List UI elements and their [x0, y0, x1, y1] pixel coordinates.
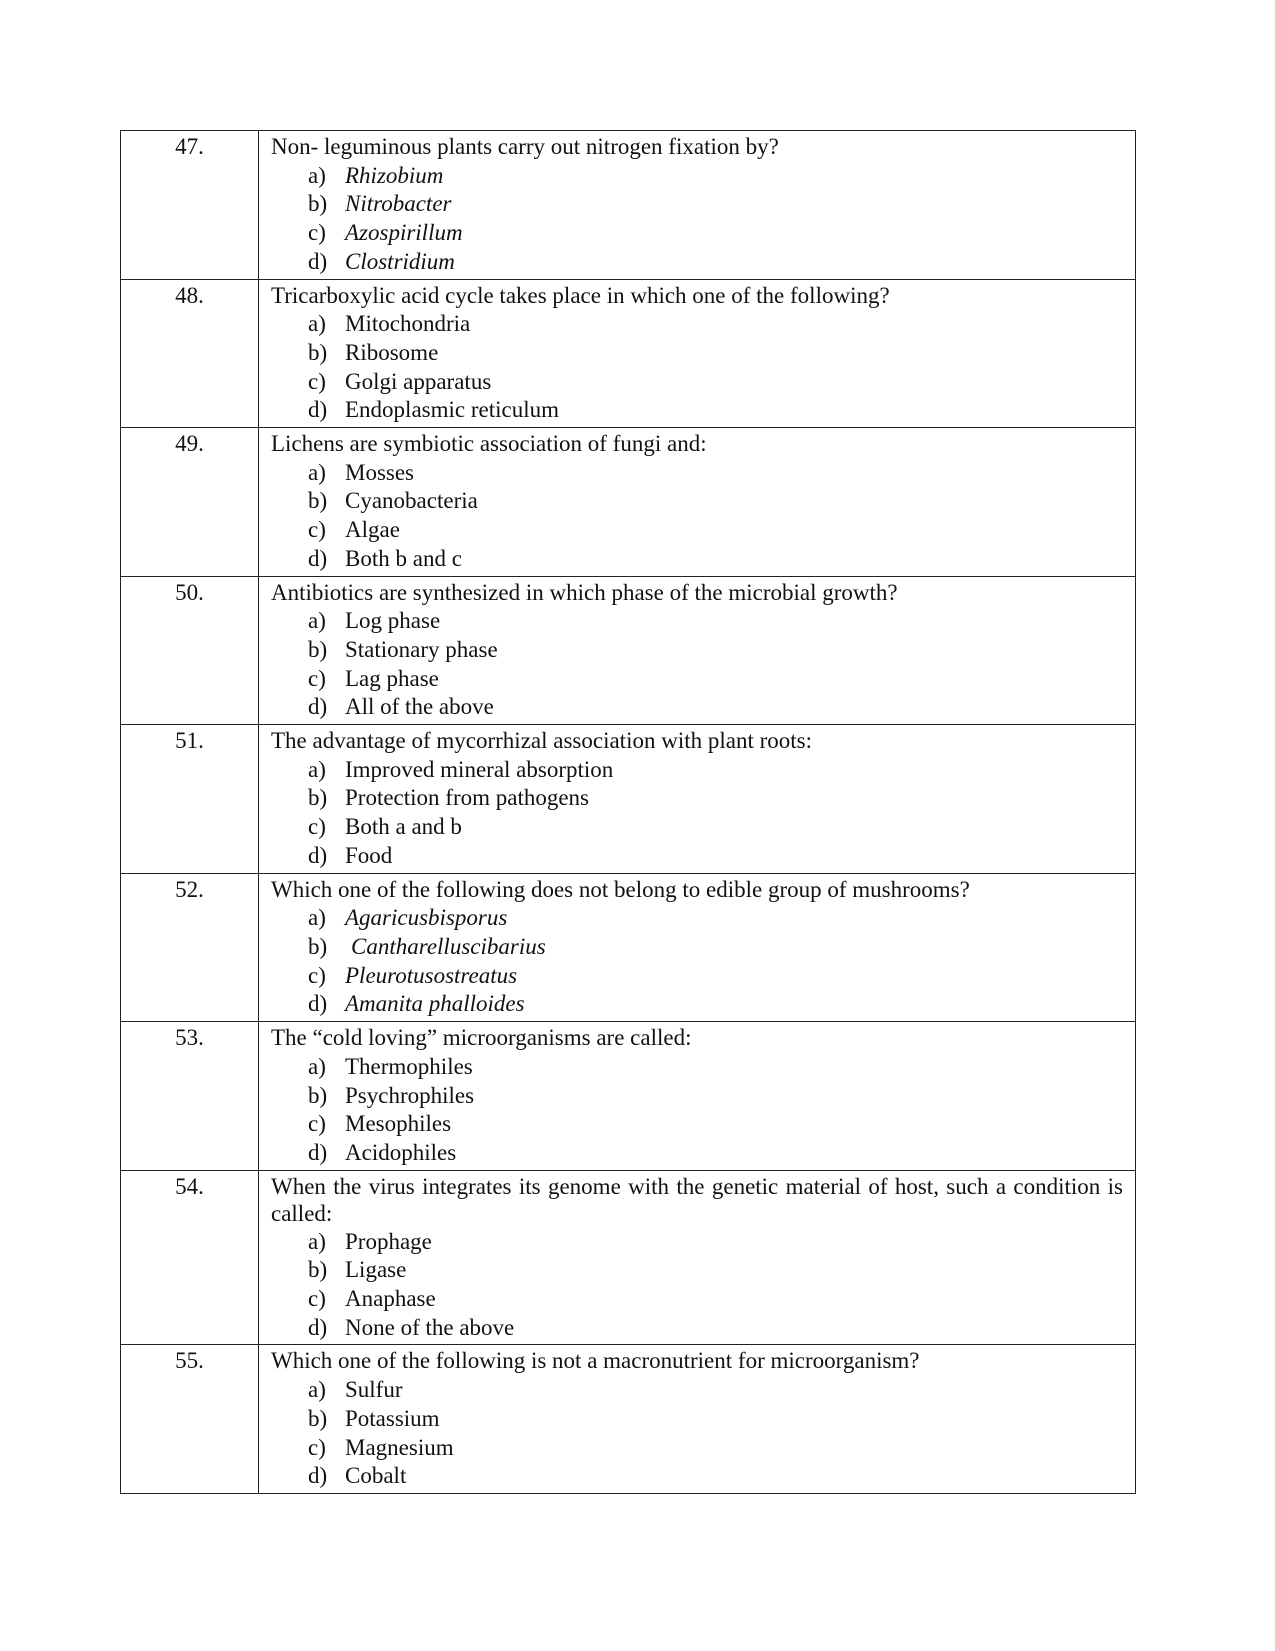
option-letter: d): [308, 397, 328, 423]
option-letter: a): [308, 1228, 326, 1254]
option-c: [259, 219, 1135, 248]
option-list: [259, 607, 1135, 724]
option-a: [259, 1376, 1135, 1405]
question-text: The advantage of mycorrhizal association with plant roots:: [271, 728, 812, 754]
option-letter: b): [308, 1257, 328, 1283]
question-text: Which one of the following does not belong to edible group of mushrooms?: [271, 876, 970, 902]
option-list: [259, 459, 1135, 576]
option-b: [259, 190, 1135, 219]
option-letter: c): [308, 368, 326, 394]
question-number: 48.: [121, 279, 259, 428]
question-number: 51.: [121, 725, 259, 874]
option-text: Improved mineral absorption: [345, 756, 614, 782]
option-b: [259, 1082, 1135, 1111]
option-letter: a): [308, 608, 326, 634]
question-text: Which one of the following is not a macronutrient for microorganism?: [271, 1348, 920, 1374]
option-a: [259, 310, 1135, 339]
option-letter: b): [308, 636, 328, 662]
question-row: [121, 873, 1136, 1022]
option-a: [259, 459, 1135, 488]
question-number: 55.: [121, 1345, 259, 1494]
question-table: [120, 130, 1136, 1494]
option-text: Mosses: [345, 459, 415, 485]
question-body: [259, 576, 1136, 725]
option-text: Endoplasmic reticulum: [345, 397, 559, 423]
option-c: [259, 368, 1135, 397]
option-text: Cyanobacteria: [345, 488, 478, 514]
option-text: Lag phase: [345, 665, 439, 691]
option-b: [259, 487, 1135, 516]
option-letter: c): [308, 220, 326, 246]
option-text: Potassium: [345, 1405, 440, 1431]
option-c: [259, 1110, 1135, 1139]
question-number: 53.: [121, 1022, 259, 1171]
option-list: [259, 1376, 1135, 1493]
option-d: [259, 842, 1135, 871]
option-letter: d): [308, 694, 328, 720]
option-letter: b): [308, 488, 328, 514]
option-text: Magnesium: [345, 1434, 454, 1460]
option-letter: a): [308, 905, 326, 931]
option-list: [259, 310, 1135, 427]
option-text: Ribosome: [345, 339, 439, 365]
option-text: Stationary phase: [345, 636, 498, 662]
option-d: [259, 1314, 1135, 1343]
option-letter: b): [308, 1082, 328, 1108]
option-text: Mesophiles: [345, 1111, 452, 1137]
option-list: [259, 756, 1135, 873]
option-text: Clostridium: [345, 248, 455, 274]
option-b: [259, 784, 1135, 813]
option-d: [259, 248, 1135, 277]
question-number: 52.: [121, 873, 259, 1022]
option-letter: d): [308, 991, 328, 1017]
question-body: [259, 1345, 1136, 1494]
question-number: 47.: [121, 131, 259, 280]
option-text: Amanita phalloides: [345, 991, 525, 1017]
option-c: [259, 1285, 1135, 1314]
question-number: 54.: [121, 1170, 259, 1345]
option-b: [259, 636, 1135, 665]
question-body: [259, 725, 1136, 874]
option-letter: d): [308, 842, 328, 868]
option-letter: a): [308, 162, 326, 188]
option-d: [259, 990, 1135, 1019]
option-letter: c): [308, 1286, 326, 1312]
option-b: [259, 339, 1135, 368]
question-row: [121, 725, 1136, 874]
option-letter: c): [308, 1111, 326, 1137]
option-letter: d): [308, 248, 328, 274]
option-text: Agaricusbisporus: [345, 905, 508, 931]
option-list: [259, 1228, 1135, 1345]
option-a: [259, 1228, 1135, 1257]
option-text: Both b and c: [345, 545, 462, 571]
option-list: [259, 162, 1135, 279]
option-letter: a): [308, 1053, 326, 1079]
option-text: Thermophiles: [345, 1053, 473, 1079]
question-body: [259, 279, 1136, 428]
option-letter: a): [308, 1377, 326, 1403]
option-c: [259, 516, 1135, 545]
question-row: [121, 131, 1136, 280]
option-text: Nitrobacter: [345, 191, 452, 217]
question-number: 50.: [121, 576, 259, 725]
question-body: [259, 1170, 1136, 1345]
option-letter: a): [308, 311, 326, 337]
option-text: Golgi apparatus: [345, 368, 492, 394]
question-text: When the virus integrates its genome with the genetic material of host, such a condition is called:: [271, 1173, 1123, 1227]
option-letter: b): [308, 933, 328, 959]
option-d: [259, 693, 1135, 722]
option-d: [259, 545, 1135, 574]
question-row: [121, 1022, 1136, 1171]
question-text: The “cold loving” microorganisms are called:: [271, 1025, 692, 1051]
option-text: Both a and b: [345, 814, 462, 840]
option-c: [259, 962, 1135, 991]
option-letter: c): [308, 1434, 326, 1460]
option-text: Psychrophiles: [345, 1082, 475, 1108]
option-text: Log phase: [345, 608, 441, 634]
question-text: Non- leguminous plants carry out nitrogen fixation by?: [271, 134, 779, 159]
option-text: Cobalt: [345, 1463, 407, 1489]
option-d: [259, 396, 1135, 425]
option-text: Anaphase: [345, 1286, 436, 1312]
option-c: [259, 665, 1135, 694]
question-text: Lichens are symbiotic association of fungi and:: [271, 431, 707, 457]
option-letter: c): [308, 814, 326, 840]
option-letter: d): [308, 1139, 328, 1165]
option-b: [259, 1256, 1135, 1285]
option-text: Food: [345, 842, 393, 868]
option-text: Pleurotusostreatus: [345, 962, 518, 988]
question-body: [259, 873, 1136, 1022]
option-letter: c): [308, 665, 326, 691]
question-row: [121, 1345, 1136, 1494]
option-letter: b): [308, 191, 328, 217]
question-row: [121, 428, 1136, 577]
option-letter: a): [308, 459, 326, 485]
option-text: All of the above: [345, 694, 494, 720]
question-row: [121, 576, 1136, 725]
question-body: [259, 428, 1136, 577]
question-text: Antibiotics are synthesized in which phase of the microbial growth?: [271, 579, 898, 605]
question-text: Tricarboxylic acid cycle takes place in which one of the following?: [271, 282, 890, 308]
option-text: Prophage: [345, 1228, 432, 1254]
question-row: [121, 279, 1136, 428]
option-letter: d): [308, 1463, 328, 1489]
option-list: [259, 904, 1135, 1021]
option-a: [259, 756, 1135, 785]
option-text: Sulfur: [345, 1377, 403, 1403]
question-body: [259, 1022, 1136, 1171]
option-a: [259, 162, 1135, 191]
option-d: [259, 1139, 1135, 1168]
option-text: Protection from pathogens: [345, 785, 590, 811]
option-text: None of the above: [345, 1314, 515, 1340]
option-text: Azospirillum: [345, 220, 463, 246]
question-body: [259, 131, 1136, 280]
option-letter: b): [308, 785, 328, 811]
option-letter: d): [308, 545, 328, 571]
option-b: [259, 933, 1135, 962]
option-c: [259, 1434, 1135, 1463]
option-letter: b): [308, 1405, 328, 1431]
option-d: [259, 1462, 1135, 1491]
option-a: [259, 607, 1135, 636]
option-b: [259, 1405, 1135, 1434]
option-letter: c): [308, 517, 326, 543]
option-letter: a): [308, 756, 326, 782]
option-text: Rhizobium: [345, 162, 444, 188]
question-number: 49.: [121, 428, 259, 577]
question-row: [121, 1170, 1136, 1345]
option-text: Ligase: [345, 1257, 407, 1283]
option-letter: c): [308, 962, 326, 988]
option-list: [259, 1053, 1135, 1170]
option-a: [259, 1053, 1135, 1082]
option-text: Acidophiles: [345, 1139, 457, 1165]
option-text: Mitochondria: [345, 311, 471, 337]
option-letter: d): [308, 1314, 328, 1340]
option-a: [259, 904, 1135, 933]
option-c: [259, 813, 1135, 842]
option-text: Cantharelluscibarius: [351, 933, 546, 959]
option-letter: b): [308, 339, 328, 365]
option-text: Algae: [345, 517, 400, 543]
